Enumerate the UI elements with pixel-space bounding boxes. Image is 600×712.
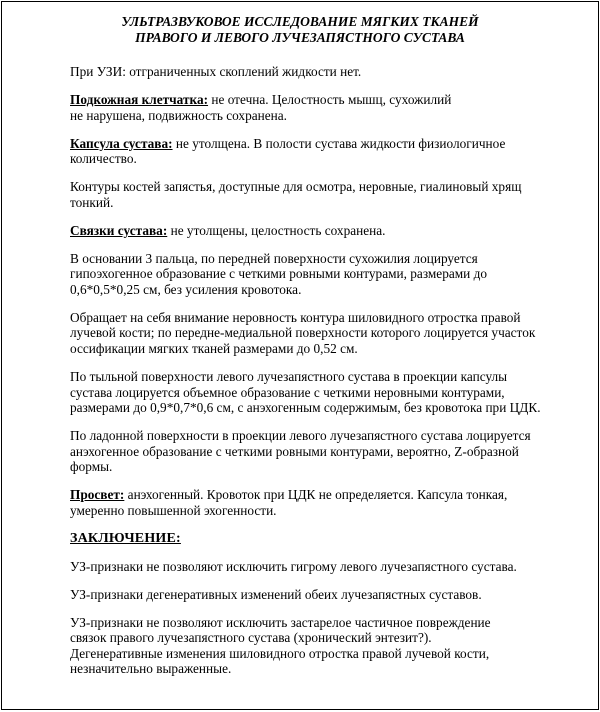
finding-text: не утолщена. В полости сустава жидкости физиологичное количество. [70,135,506,167]
report-title [2,14,598,46]
finding-text: Контуры костей запястья, доступные для осмотра, неровные, гиалиновый хрящ тонкий. [70,179,522,210]
finding-text: В основании 3 пальца, по передней поверхности сухожилия лоцируется гипоэхогенное образование с четкими ровными контурами, размерами до 0,6*0,5*0,25 см, без усиления кровотока. [70,250,488,297]
finding-text: По тыльной поверхности левого лучезапястного сустава в проекции капсулы сустава лоцируется объемное образование с четкими неровными контурами, размерами до 0,9*0,7*0,6 см, с анэхогенным содержимым, без кровотока при ЦДК. [70,369,541,416]
report-body [70,64,584,689]
finding-label: Связки сустава: [70,222,168,238]
finding-label: Просвет: [70,487,125,503]
finding-paragraph-10 [70,487,584,518]
finding-text: не утолщены, целостность сохранена. [167,222,386,238]
report-page [1,1,599,710]
finding-paragraph-7 [70,310,584,357]
finding-paragraph-8 [70,369,584,416]
finding-text: не отечна. Целостность мышц, сухожилий не нарушена, подвижность сохранена. [70,91,452,123]
conclusion-item-3: УЗ-признаки не позволяют исключить застарелое частичное повреждение связок правого лучезапястного сустава (хронический энтезит?). Дегенеративные изменения шиловидного отростка правой лучевой кости, незначительно выраженные. [70,614,491,677]
finding-paragraph-6 [70,251,584,298]
finding-paragraph-9 [70,428,584,475]
finding-paragraph-2 [70,92,584,123]
finding-label: Подкожная клетчатка: [70,91,209,107]
finding-paragraph-1 [70,64,584,80]
report-title-line-2: ПРАВОГО И ЛЕВОГО ЛУЧЕЗАПЯСТНОГО СУСТАВА [135,30,465,45]
finding-text: По ладонной поверхности в проекции левого лучезапястного сустава лоцируется анэхогенное образование с четкими ровными контурами, вероятно, Z-образной формы. [70,428,531,475]
conclusion-item-1: УЗ-признаки не позволяют исключить гигрому левого лучезапястного сустава. [70,558,517,574]
finding-text: Обращает на себя внимание неровность контура шиловидного отростка правой лучевой кости; по передне-медиальной поверхности которого лоцируется участок оссификации мягких тканей размерами до 0,52 см. [70,309,536,357]
finding-text: анэхогенный. Кровоток при ЦДК не определяется. Капсула тонкая, умеренно повышенной эхогенности. [70,487,508,518]
finding-paragraph-5 [70,223,584,239]
report-title-line-1: УЛЬТРАЗВУКОВОЕ ИССЛЕДОВАНИЕ МЯГКИХ ТКАНЕЙ [121,14,479,29]
finding-paragraph-4 [70,179,584,210]
finding-label: Капсула сустава: [70,135,173,151]
conclusion-heading: ЗАКЛЮЧЕНИЕ: [70,530,181,546]
finding-text: При УЗИ: отграниченных скоплений жидкости нет. [70,64,362,79]
conclusion-item-2: УЗ-признаки дегенеративных изменений обеих лучезапястных суставов. [70,586,482,602]
finding-paragraph-3 [70,136,584,167]
